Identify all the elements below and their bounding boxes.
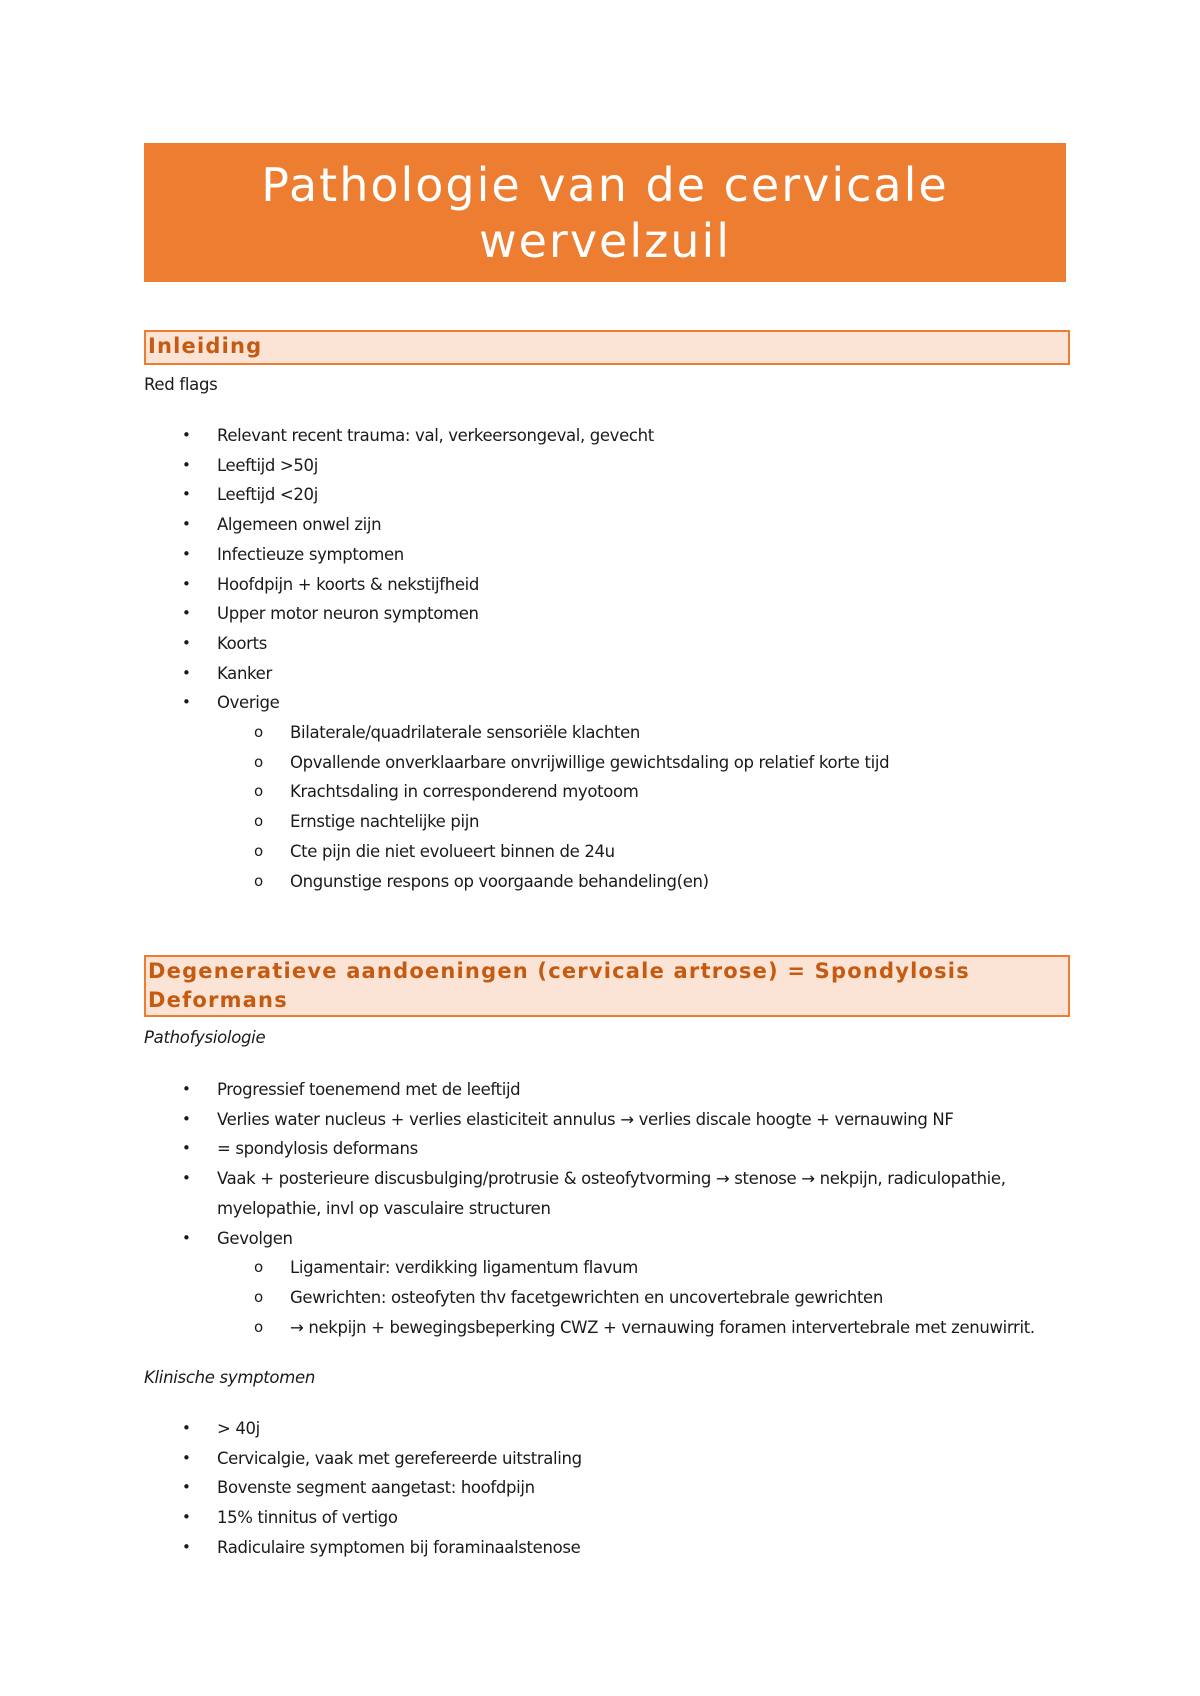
section-heading-text: Inleiding	[148, 334, 263, 358]
bullet-marker: •	[182, 1537, 191, 1556]
list-item	[144, 1444, 1084, 1474]
list-item-text: Infectieuze symptomen	[217, 544, 404, 564]
list-item	[144, 540, 1084, 570]
list-item	[144, 1503, 1084, 1533]
list-item-text: = spondylosis deformans	[217, 1139, 418, 1159]
bullet-marker: •	[182, 1478, 191, 1497]
list-item	[144, 599, 1084, 629]
bullet-marker: •	[182, 515, 191, 534]
pathofysiologie-label: Pathofysiologie	[144, 1028, 266, 1047]
sub-list-item	[144, 718, 1084, 748]
list-item-text: Algemeen onwel zijn	[217, 515, 382, 535]
section-heading-inleiding	[144, 330, 1070, 365]
sub-bullet-marker: o	[254, 841, 263, 860]
list-item	[144, 570, 1084, 600]
sub-bullet-marker: o	[254, 871, 263, 890]
list-item	[144, 451, 1084, 481]
list-item-text: Gewrichten: osteofyten thv facetgewrichten en uncovertebrale gewrichten	[290, 1287, 883, 1307]
bullet-marker: •	[182, 426, 191, 444]
section-heading-text-line-1: Degeneratieve aandoeningen (cervicale artrose) = Spondylosis	[148, 959, 970, 983]
list-item	[144, 1134, 1084, 1164]
list-item-text: > 40j	[217, 1419, 260, 1438]
red-flags-label: Red flags	[144, 375, 218, 394]
sub-bullet-marker: o	[254, 752, 263, 771]
red-flags-list	[144, 421, 1084, 896]
list-item-text: Cte pijn die niet evolueert binnen de 24u	[290, 841, 615, 861]
list-item-text: Gevolgen	[217, 1228, 293, 1248]
list-item	[144, 510, 1084, 540]
bullet-marker: •	[182, 544, 191, 563]
sub-bullet-marker: o	[254, 723, 263, 742]
list-item-text: Ernstige nachtelijke pijn	[290, 812, 480, 832]
list-item-text: Ligamentair: verdikking ligamentum flavum	[290, 1258, 638, 1278]
sub-bullet-marker: o	[254, 1258, 263, 1277]
list-item-text: 15% tinnitus of vertigo	[217, 1508, 398, 1528]
bullet-marker: •	[182, 663, 191, 682]
bullet-marker: •	[182, 455, 191, 474]
list-item-text: Leeftijd <20j	[217, 485, 318, 505]
bullet-marker: •	[182, 1228, 191, 1247]
list-item-text: Bilaterale/quadrilaterale sensoriële klachten	[290, 723, 640, 743]
list-item	[144, 480, 1084, 510]
bullet-marker: •	[182, 1448, 191, 1467]
list-item-text: Hoofdpijn + koorts & nekstijfheid	[217, 574, 479, 594]
list-item-text: Progressief toenemend met de leeftijd	[217, 1080, 521, 1099]
section-heading-degeneratieve-aandoeningen	[144, 955, 1070, 1017]
sub-list-item	[144, 1283, 1084, 1313]
bullet-marker: •	[182, 485, 191, 504]
title-line-1: Pathologie van de cervicale	[261, 157, 949, 212]
list-item-text: Cervicalgie, vaak met gerefereerde uitstraling	[217, 1448, 582, 1468]
sub-list-item	[144, 1253, 1084, 1283]
list-item-text: myelopathie, invl op vasculaire structuren	[217, 1198, 551, 1218]
list-item-text: → nekpijn + bewegingsbeperking CWZ + vernauwing foramen intervertebrale met zenuwirrit.	[290, 1317, 1035, 1337]
list-item-text: Upper motor neuron symptomen	[217, 604, 479, 624]
list-item	[144, 1075, 1084, 1105]
list-item-text: Radiculaire symptomen bij foraminaalstenose	[217, 1537, 581, 1557]
list-item	[144, 659, 1084, 689]
list-item-text: Verlies water nucleus + verlies elasticiteit annulus → verlies discale hoogte + vernauwing NF	[217, 1109, 954, 1129]
sub-list-item	[144, 867, 1084, 897]
sub-bullet-marker: o	[254, 1317, 263, 1336]
list-item	[144, 688, 1084, 718]
list-item	[144, 421, 1084, 451]
section-heading-text-line-2: Deformans	[148, 988, 288, 1012]
bullet-marker: •	[182, 1109, 191, 1128]
sub-list-item	[144, 1313, 1084, 1343]
bullet-marker: •	[182, 1080, 191, 1098]
sub-list-item	[144, 777, 1084, 807]
list-item-text: Vaak + posterieure discusbulging/protrusie & osteofytvorming → stenose → nekpijn, radiculopathie,	[217, 1169, 1006, 1189]
bullet-marker: •	[182, 1419, 191, 1437]
list-item	[144, 1473, 1084, 1503]
list-item	[144, 1224, 1084, 1254]
list-item	[144, 1533, 1084, 1563]
list-item-text: Krachtsdaling in corresponderend myotoom	[290, 782, 639, 802]
bullet-marker: •	[182, 604, 191, 623]
list-item-text: Relevant recent trauma: val, verkeersongeval, gevecht	[217, 426, 654, 445]
list-item-text: Kanker	[217, 663, 272, 683]
list-item	[144, 1105, 1084, 1135]
list-item	[144, 629, 1084, 659]
klinische-symptomen-label: Klinische symptomen	[144, 1368, 316, 1387]
bullet-marker: •	[182, 1139, 191, 1158]
sub-bullet-marker: o	[254, 1287, 263, 1306]
list-item-continuation	[144, 1194, 1084, 1224]
list-item-text: Koorts	[217, 633, 267, 653]
list-item-text: Bovenste segment aangetast: hoofdpijn	[217, 1478, 535, 1498]
bullet-marker: •	[182, 633, 191, 652]
bullet-marker: •	[182, 574, 191, 593]
sub-bullet-marker: o	[254, 812, 263, 831]
list-item-text: Leeftijd >50j	[217, 455, 318, 475]
bullet-marker: •	[182, 1169, 191, 1188]
sub-list-item	[144, 748, 1084, 778]
sub-list-item	[144, 837, 1084, 867]
bullet-marker: •	[182, 1508, 191, 1527]
list-item-text: Opvallende onverklaarbare onvrijwillige gewichtsdaling op relatief korte tijd	[290, 752, 890, 772]
list-item	[144, 1414, 1084, 1444]
bullet-marker: •	[182, 693, 191, 712]
list-item	[144, 1164, 1084, 1194]
sub-list-item	[144, 807, 1084, 837]
list-item-text: Overige	[217, 693, 280, 713]
title-banner	[144, 143, 1066, 282]
title-line-2: wervelzuil	[479, 213, 731, 268]
list-item-text: Ongunstige respons op voorgaande behandeling(en)	[290, 871, 709, 891]
sub-bullet-marker: o	[254, 782, 263, 801]
klinische-symptomen-list	[144, 1414, 1084, 1563]
pathofysiologie-list	[144, 1075, 1084, 1342]
